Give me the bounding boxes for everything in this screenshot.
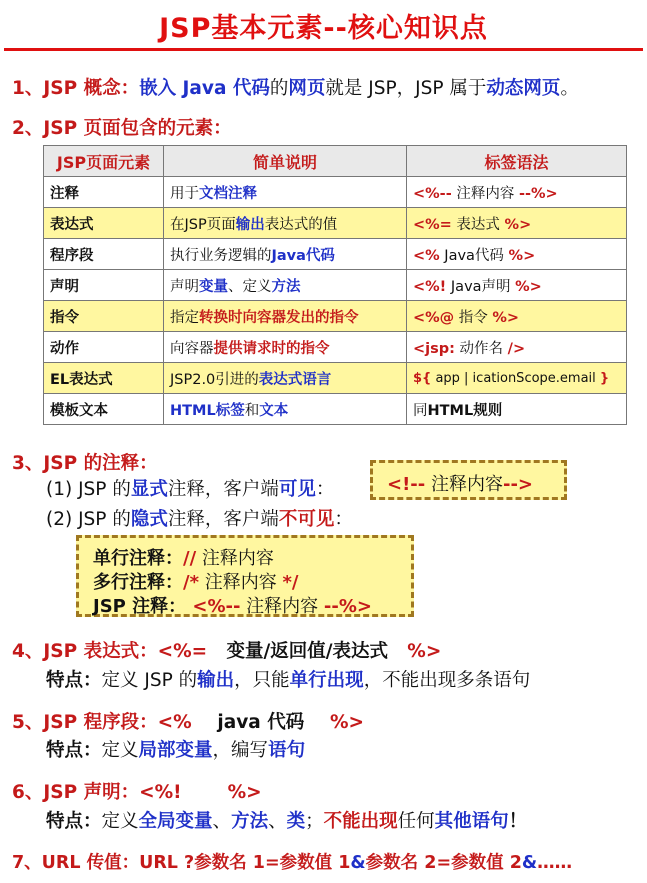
- section-7-heading: 7、URL 传值：: [12, 853, 140, 873]
- element-description: 执行业务逻辑的Java代码: [164, 239, 407, 270]
- section-2: [12, 114, 232, 140]
- dynamic-web-page: 动态网页: [486, 78, 561, 99]
- element-description: 向容器提供请求时的指令: [164, 332, 407, 363]
- table-row: [44, 177, 627, 208]
- element-name: 程序段: [44, 239, 164, 270]
- table-row: [44, 394, 627, 425]
- element-description: 指定转换时向容器发出的指令: [164, 301, 407, 332]
- single-line-comment: 单行注释：// 注释内容: [93, 548, 274, 569]
- section-2-heading: 2、JSP 页面包含的元素：: [12, 118, 232, 139]
- element-syntax: <%-- 注释内容 --%>: [407, 177, 627, 208]
- elements-table: [43, 145, 627, 425]
- element-syntax: 同HTML规则: [407, 394, 627, 425]
- section-1: [12, 74, 579, 100]
- section-6-feature: 特点：定义全局变量、方法、类；不能出现任何其他语句！: [46, 811, 528, 832]
- explicit-comment-line: (1) JSP 的显式注释，客户端可见：: [46, 479, 335, 500]
- embed-java-code: 嵌入 Java 代码: [139, 78, 270, 99]
- element-syntax: <%= 表达式 %>: [407, 208, 627, 239]
- element-syntax: <% Java代码 %>: [407, 239, 627, 270]
- text-period: 。: [560, 78, 579, 99]
- element-name: 指令: [44, 301, 164, 332]
- implicit-comment-line: (2) JSP 的隐式注释，客户端不可见：: [46, 509, 353, 530]
- section-5-feature: 特点：定义局部变量，编写语句: [46, 740, 306, 761]
- table-header-row: [44, 146, 627, 177]
- element-syntax: <%! Java声明 %>: [407, 270, 627, 301]
- text-is-jsp: 就是 JSP，JSP 属于: [325, 78, 487, 99]
- section-6-heading: 6、JSP 声明：<%!: [12, 782, 182, 803]
- element-name: 声明: [44, 270, 164, 301]
- title-underline: [4, 48, 643, 51]
- jsp-comment: JSP 注释： <%-- 注释内容 --%>: [93, 596, 372, 617]
- element-name: EL表达式: [44, 363, 164, 394]
- element-description: HTML标签和文本: [164, 394, 407, 425]
- section-5-heading: 5、JSP 程序段：<%: [12, 712, 192, 733]
- header-description: 简单说明: [164, 146, 407, 177]
- element-description: JSP2.0引进的表达式语言: [164, 363, 407, 394]
- section-6: 6、JSP 声明：<%! %>: [12, 782, 262, 803]
- section-4: 4、JSP 表达式：<%= 变量/返回值/表达式 %>: [12, 641, 442, 662]
- element-syntax: ${ app | icationScope.email }: [407, 363, 627, 394]
- table-row: [44, 363, 627, 394]
- section-3: [12, 449, 158, 475]
- header-element: JSP页面元素: [44, 146, 164, 177]
- element-name: 表达式: [44, 208, 164, 239]
- table-row: [44, 301, 627, 332]
- element-name: 模板文本: [44, 394, 164, 425]
- section-5: 5、JSP 程序段：<% java 代码 %>: [12, 712, 365, 733]
- element-name: 动作: [44, 332, 164, 363]
- element-description: 用于文档注释: [164, 177, 407, 208]
- multi-line-comment: 多行注释：/* 注释内容 */: [93, 572, 299, 593]
- page-title: JSP基本元素--核心知识点: [159, 13, 488, 44]
- section-3-heading: 3、JSP 的注释：: [12, 453, 158, 474]
- table-row: [44, 239, 627, 270]
- element-syntax: <jsp: 动作名 />: [407, 332, 627, 363]
- element-name: 注释: [44, 177, 164, 208]
- section-4-heading: 4、JSP 表达式：<%=: [12, 641, 208, 662]
- html-comment-box: [370, 460, 567, 500]
- table-row: [44, 270, 627, 301]
- section-4-feature: 特点：定义 JSP 的输出，只能单行出现，不能出现多条语句: [46, 670, 531, 691]
- web-page: 网页: [288, 78, 326, 99]
- section-1-heading: 1、JSP 概念：: [12, 78, 140, 99]
- element-syntax: <%@ 指令 %>: [407, 301, 627, 332]
- text-of: 的: [269, 78, 289, 99]
- element-description: 声明变量、定义方法: [164, 270, 407, 301]
- html-comment-syntax: <!-- 注释内容-->: [387, 474, 533, 495]
- section-7: 7、URL 传值：URL ?参数名 1=参数值 1&参数名 2=参数值 2&……: [12, 853, 573, 873]
- jsp-comment-box: [76, 535, 414, 617]
- table-row: [44, 208, 627, 239]
- table-row: [44, 332, 627, 363]
- element-description: 在JSP页面输出表达式的值: [164, 208, 407, 239]
- header-syntax: 标签语法: [407, 146, 627, 177]
